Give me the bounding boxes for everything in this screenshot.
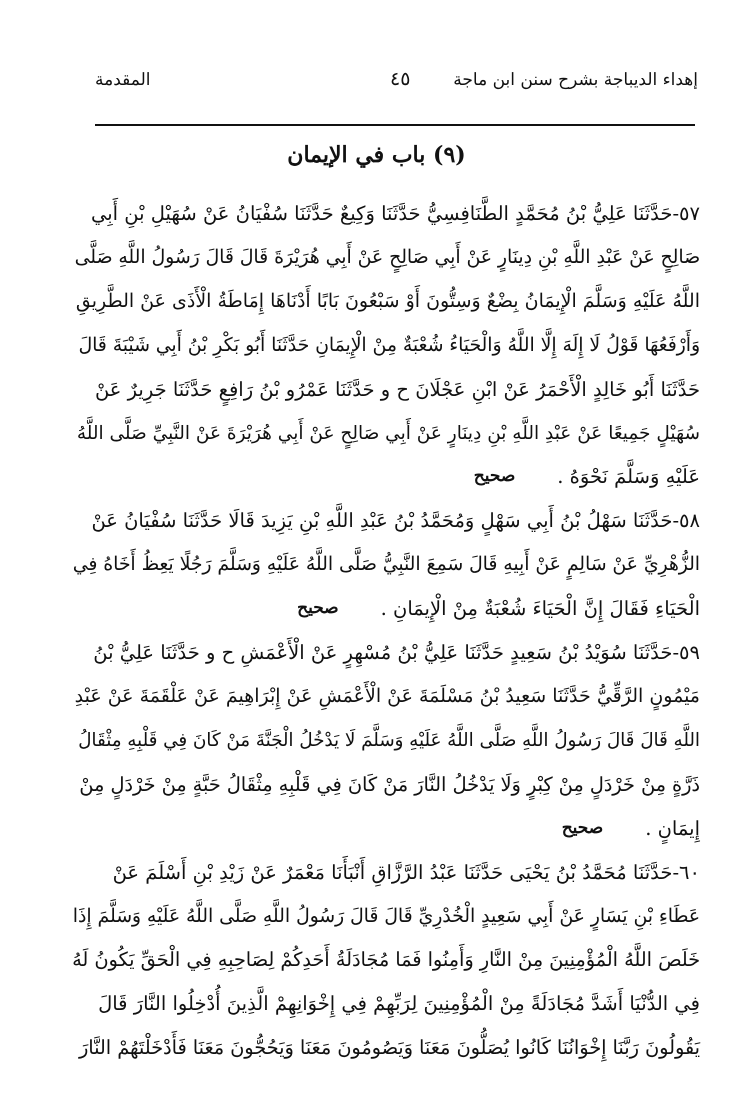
hadith-57	[72, 192, 700, 499]
chapter-title: (٩) باب في الإيمان	[287, 142, 466, 168]
text-line: مَيْمُونٍ الرَّقِّيُّ حَدَّثَنَا سَعِيدُ بْنُ مَسْلَمَةَ عَنْ الْأَعْمَشِ عَنْ إِبْرَاهِيمَ عَنْ عَلْقَمَةَ عَنْ عَبْدِ	[74, 684, 700, 707]
grade-label: صحيح	[561, 817, 604, 838]
section-name: المقدمة	[95, 70, 151, 90]
hadith-text	[72, 192, 700, 1070]
text-line: وَأَرْفَعُهَا قَوْلُ لَا إِلَهَ إِلَّا اللَّهُ وَالْحَيَاءُ شُعْبَةٌ مِنْ الْإِيمَانِ حَدَّثَنَا أَبُو بَكْرِ بْنُ أَبِي شَيْبَةَ قَالَ	[78, 334, 700, 356]
hadith-58	[72, 499, 700, 631]
text-line: خَلَصَ اللَّهُ الْمُؤْمِنِينَ مِنْ النَّارِ وَأَمِنُوا فَمَا مُجَادَلَةُ أَحَدِكُمْ لِصَاحِبِهِ فِي الْحَقِّ يَكُونُ لَهُ	[72, 948, 700, 972]
hadith-60	[72, 851, 700, 1071]
grade-label: صحيح	[473, 466, 516, 487]
book-title: إهداء الديباجة بشرح سنن ابن ماجة	[453, 70, 698, 90]
text-line: عَطَاءِ بْنِ يَسَارٍ عَنْ أَبِي سَعِيدٍ الْخُدْرِيِّ قَالَ قَالَ رَسُولُ اللَّهِ صَلَّى اللَّهُ عَلَيْهِ وَسَلَّمَ إِذَا	[72, 905, 700, 927]
text-line	[72, 587, 700, 631]
text-line-content: الْحَيَاءِ فَقَالَ إِنَّ الْحَيَاءَ شُعْبَةٌ مِنْ الْإِيمَانِ .	[380, 597, 700, 621]
text-line-content: إِيمَانٍ .	[645, 816, 700, 840]
text-line: صَالِحٍ عَنْ عَبْدِ اللَّهِ بْنِ دِينَارٍ عَنْ أَبِي صَالِحٍ عَنْ أَبِي هُرَيْرَةَ قَالَ قَالَ رَسُولُ اللَّهِ صَلَّى	[74, 246, 700, 268]
text-line: حَدَّثَنَا أَبُو خَالِدٍ الْأَحْمَرُ عَنْ ابْنِ عَجْلَانَ ح و حَدَّثَنَا عَمْرُو بْنُ رَافِعٍ حَدَّثَنَا جَرِيرٌ عَنْ	[94, 377, 700, 401]
text-line	[72, 807, 700, 851]
running-header	[95, 70, 698, 100]
text-line: الزُّهْرِيِّ عَنْ سَالِمٍ عَنْ أَبِيهِ قَالَ سَمِعَ النَّبِيُّ صَلَّى اللَّهُ عَلَيْهِ وَسَلَّمَ رَجُلًا يَعِظُ أَخَاهُ فِي	[72, 554, 700, 576]
text-line: فِي الدُّنْيَا أَشَدَّ مُجَادَلَةً مِنْ الْمُؤْمِنِينَ لِرَبِّهِمْ فِي إِخْوَانِهِمْ الَّذِينَ أُدْخِلُوا النَّارَ قَالَ	[98, 992, 700, 1016]
text-line	[72, 455, 700, 499]
text-line: ذَرَّةٍ مِنْ خَرْدَلٍ مِنْ كِبْرٍ وَلَا يَدْخُلُ النَّارَ مَنْ كَانَ فِي قَلْبِهِ مِثْقَالُ حَبَّةٍ مِنْ خَرْدَلٍ مِنْ	[79, 772, 700, 796]
text-line-content: عَلَيْهِ وَسَلَّمَ نَحْوَهُ .	[557, 465, 700, 489]
header-rule	[95, 124, 695, 126]
hadith-59	[72, 631, 700, 851]
text-line: ٥٧-حَدَّثَنَا عَلِيُّ بْنُ مُحَمَّدٍ الطَّنَافِسِيُّ حَدَّثَنَا وَكِيعٌ حَدَّثَنَا سُفْيَانُ عَنْ سُهَيْلِ بْنِ أَبِي	[91, 202, 700, 225]
text-line: اللَّهُ عَلَيْهِ وَسَلَّمَ الْإِيمَانُ بِضْعٌ وَسِتُّونَ أَوْ سَبْعُونَ بَابًا أَدْنَاهَا إِمَاطَةُ الْأَذَى عَنْ الطَّرِيقِ	[75, 289, 700, 312]
grade-label: صحيح	[297, 598, 339, 619]
text-line: اللَّهِ قَالَ قَالَ رَسُولُ اللَّهِ صَلَّى اللَّهُ عَلَيْهِ وَسَلَّمَ لَا يَدْخُلُ الْجَنَّةَ مَنْ كَانَ فِي قَلْبِهِ مِثْقَالُ	[78, 729, 700, 751]
text-line: ٥٩-حَدَّثَنَا سُوَيْدُ بْنُ سَعِيدٍ حَدَّثَنَا عَلِيُّ بْنُ مُسْهِرٍ عَنْ الْأَعْمَشِ ح و حَدَّثَنَا عَلِيُّ بْنُ	[93, 641, 700, 665]
text-line: سُهَيْلٍ جَمِيعًا عَنْ عَبْدِ اللَّهِ بْنِ دِينَارٍ عَنْ أَبِي صَالِحٍ عَنْ أَبِي هُرَيْرَةَ عَنْ النَّبِيِّ صَلَّى اللَّهُ	[76, 422, 700, 444]
text-line: ٦٠-حَدَّثَنَا مُحَمَّدُ بْنُ يَحْيَى حَدَّثَنَا عَبْدُ الرَّزَّاقِ أَنْبَأَنَا مَعْمَرٌ عَنْ زَيْدِ بْنِ أَسْلَمَ عَنْ	[112, 860, 700, 884]
page-number: ٤٥	[390, 68, 411, 90]
text-line: ٥٨-حَدَّثَنَا سَهْلُ بْنُ أَبِي سَهْلٍ وَمُحَمَّدُ بْنُ عَبْدِ اللَّهِ بْنِ يَزِيدَ قَالَا حَدَّثَنَا سُفْيَانُ عَنْ	[91, 509, 700, 533]
text-line: يَقُولُونَ رَبَّنَا إِخْوَانُنَا كَانُوا يُصَلُّونَ مَعَنَا وَيَصُومُونَ مَعَنَا وَيَحُجُّونَ مَعَنَا فَأَدْخَلْتَهُمْ النَّارَ	[78, 1036, 700, 1060]
